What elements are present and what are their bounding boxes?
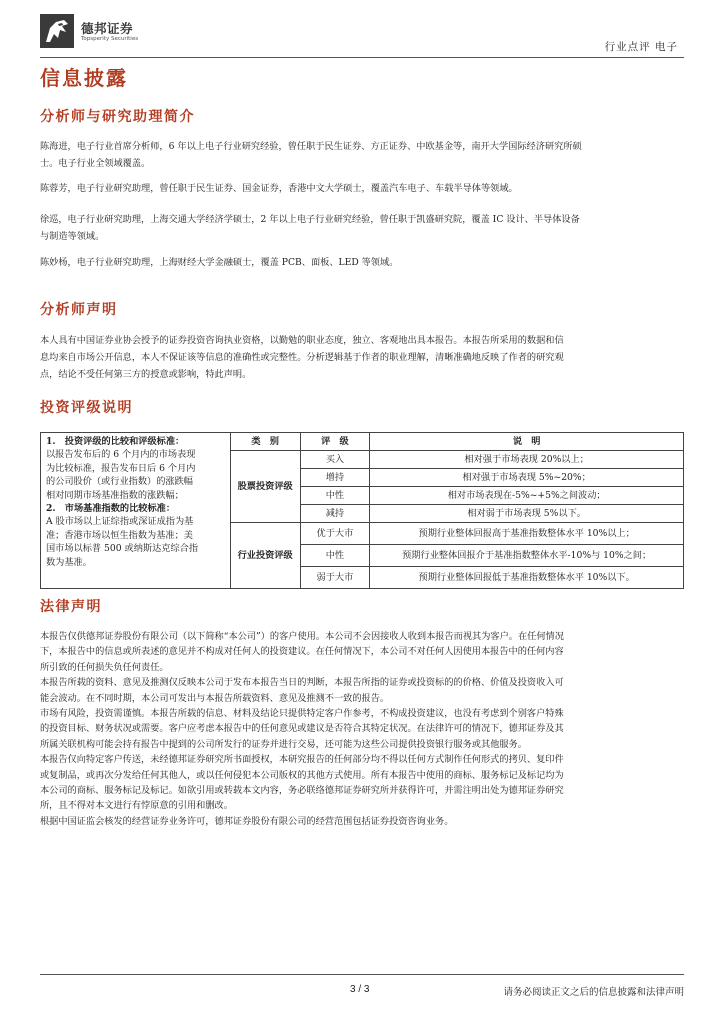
text-line: 点，结论不受任何第三方的授意或影响，特此声明。 [40,369,252,380]
text-line: 下，本报告中的信息或所表述的意见并不构成对任何人的投资建议。在任何情况下，本公司不对任何人因使用本报告中的任何内容 [40,646,564,658]
text-line: 本报告仅向特定客户传送，未经德邦证券研究所书面授权，本研究报告的任何部分均不得以任何方式制作任何形式的拷贝、复印件 [40,754,564,766]
column-header-category: 类 别 [230,433,300,451]
text-line: 徐巡，电子行业研究助理，上海交通大学经济学硕士，2 年以上电子行业研究经验，曾任职于凯盛研究院，覆盖 IC 设计、半导体设备 [40,214,580,225]
rating-table [40,432,684,589]
industry-rating-category: 行业投资评级 [230,523,300,589]
text-line: 所引致的任何损失负任何责任。 [40,661,169,673]
company-logo [40,14,200,48]
text-line: 的投资目标、财务状况或需要。客户应考虑本报告中的任何意见或建议是否符合其特定状况。在法律许可的情况下，德邦证券及其 [40,723,564,735]
logo-text-cn: 德邦证券 [81,21,134,36]
statement-section-title: 分析师声明 [40,302,118,318]
criteria-line: 为比较标准，报告发布日后 6 个月内 [46,462,196,474]
stock-rating-category: 股票投资评级 [230,451,300,523]
text-line: 本报告仅供德邦证券股份有限公司（以下简称“本公司”）的客户使用。本公司不会因接收人收到本报告而视其为客户。在任何情况 [40,631,564,642]
page-header [40,14,684,58]
rating-description: 相对弱于市场表现 5%以下。 [370,505,684,523]
text-line: 息均来自市场公开信息，本人不保证该等信息的准确性或完整性。分析逻辑基于作者的职业理解，清晰准确地反映了作者的研究观 [40,352,564,363]
criteria-line: 相对同期市场基准指数的涨跌幅； [46,489,184,501]
rating-level: 增持 [300,469,370,487]
rating-level: 中性 [300,487,370,505]
rating-description: 预期行业整体回报高于基准指数整体水平 10%以上； [370,523,684,545]
criteria-line: 数为基准。 [46,556,92,568]
statement-paragraph [40,332,684,383]
text-line: 根据中国证监会核发的经营证券业务许可，德邦证券股份有限公司的经营范围包括证券投资咨询业务。 [40,815,454,827]
legal-paragraph [40,629,684,829]
criteria-line: 准；香港市场以恒生指数为基准；美 [46,529,193,541]
text-line: 或复制品，或再次分发给任何其他人，或以任何侵犯本公司版权的其他方式使用。所有本报告中使用的商标、服务标记及标记均为 [40,769,564,781]
rating-level: 弱于大市 [300,567,370,589]
footer-divider [40,974,684,975]
analysts-paragraph-2 [40,180,684,197]
text-line: 本报告所载的资料、意见及推测仅反映本公司于发布本报告当日的判断，本报告所指的证券或投资标的的价格、价值及投资收入可 [40,677,564,689]
rating-description: 相对市场表现在-5%~+5%之间波动； [370,487,684,505]
criteria-heading: 2. 市场基准指数的比较标准： [46,503,176,515]
legal-section-title: 法律声明 [40,599,102,615]
page-number: 3 / 3 [350,984,370,995]
text-line: 陈妙杨，电子行业研究助理，上海财经大学金融硕士，覆盖 PCB、面板、LED 等领域。 [40,257,399,268]
rating-description: 预期行业整体回报介于基准指数整体水平-10%与 10%之间； [370,545,684,567]
text-line: 本人具有中国证券业协会授予的证券投资咨询执业资格，以勤勉的职业态度，独立、客观地出具本报告。本报告所采用的数据和信 [40,335,564,346]
column-header-description: 说 明 [370,433,684,451]
text-line: 士。电子行业全领域覆盖。 [40,158,151,169]
rating-section-title: 投资评级说明 [40,400,133,416]
rating-description: 相对强于市场表现 5%~20%； [370,469,684,487]
text-line: 能会波动。在不同时期，本公司可发出与本报告所载资料、意见及推测不一致的报告。 [40,692,390,704]
rating-level: 买入 [300,451,370,469]
header-divider [40,57,684,58]
analysts-paragraph-3 [40,211,684,245]
text-line: 陈海进，电子行业首席分析师，6 年以上电子行业研究经验，曾任职于民生证券、方正证券、中欧基金等，南开大学国际经济研究所硕 [40,141,582,152]
logo-icon [40,14,74,48]
criteria-line: 国市场以标普 500 或纳斯达克综合指 [46,543,199,555]
rating-level: 中性 [300,545,370,567]
text-line: 所，且不得对本文进行有悖原意的引用和删改。 [40,800,233,812]
report-category: 行业点评 电子 [604,41,678,53]
analysts-paragraph-1 [40,138,684,172]
criteria-line: A 股市场以上证综指或深证成指为基 [46,516,194,528]
analysts-section-title: 分析师与研究助理简介 [40,109,195,125]
column-header-level: 评 级 [300,433,370,451]
text-line: 本公司的商标、服务标记及标记。如欲引用或转载本文内容，务必联络德邦证券研究所并获得许可，并需注明出处为德邦证券研究 [40,785,564,797]
logo-text-en: Topsperity Securities [81,36,139,42]
table-header-row [41,433,684,451]
text-line: 陈蓉芳，电子行业研究助理，曾任职于民生证券、国金证券，香港中文大学硕士，覆盖汽车电子、车载半导体等领域。 [40,183,518,194]
rating-level: 减持 [300,505,370,523]
criteria-heading: 1. 投资评级的比较和评级标准： [46,436,185,447]
rating-criteria-cell [41,433,231,589]
rating-description: 相对强于市场表现 20%以上； [370,451,684,469]
text-line: 所属关联机构可能会持有报告中提到的公司所发行的证券并进行交易，还可能为这些公司提供投资银行服务或其他服务。 [40,738,527,750]
criteria-line: 的公司股价（或行业指数）的涨跌幅 [46,476,193,488]
criteria-line: 以报告发布后的 6 个月内的市场表现 [46,449,196,461]
analysts-paragraph-4 [40,254,684,271]
page-title: 信息披露 [40,66,128,90]
rating-level: 优于大市 [300,523,370,545]
rating-description: 预期行业整体回报低于基准指数整体水平 10%以下。 [370,567,684,589]
text-line: 市场有风险，投资需谨慎。本报告所载的信息、材料及结论只提供特定客户作参考，不构成投资建议，也没有考虑到个别客户特殊 [40,708,564,720]
text-line: 与制造等领域。 [40,231,105,242]
footer-disclaimer: 请务必阅读正文之后的信息披露和法律声明 [503,987,684,998]
